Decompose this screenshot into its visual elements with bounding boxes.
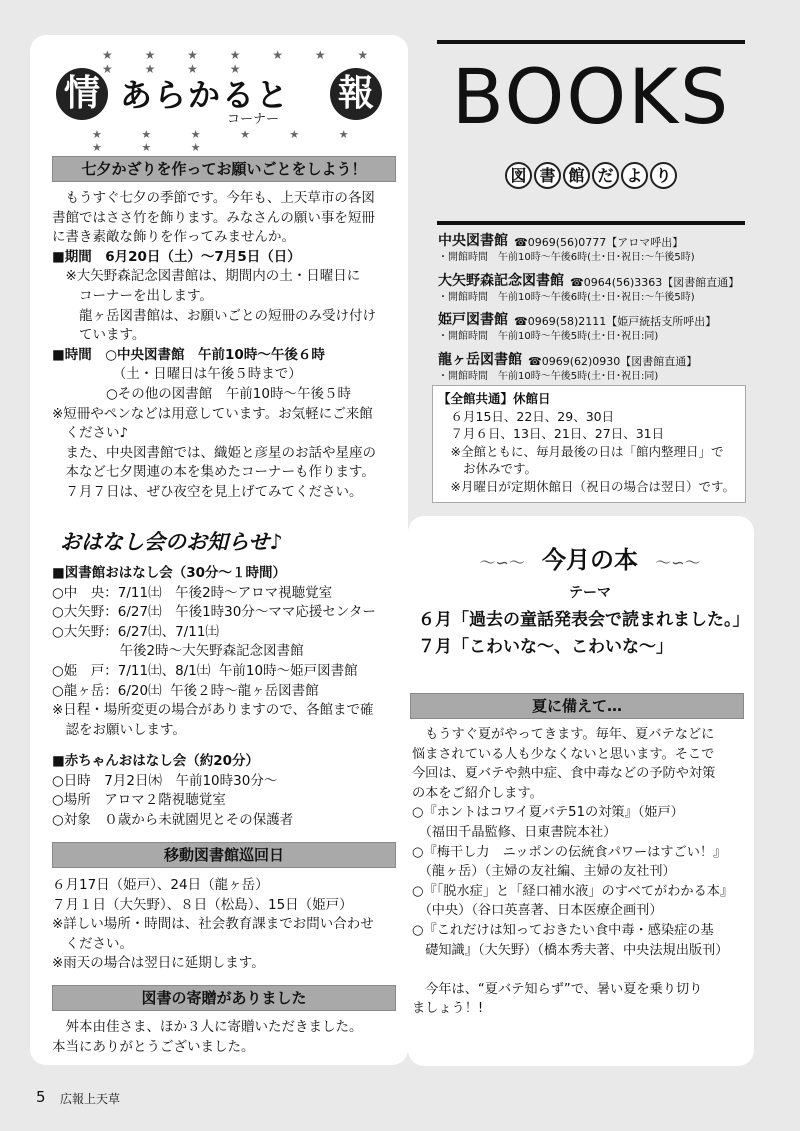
info-title-left: 情 bbox=[56, 68, 108, 120]
text-line: ■時間 ○中央図書館 午前10時～午後６時 bbox=[52, 346, 325, 363]
info-title-sub: コーナー bbox=[227, 112, 280, 127]
text-line: ■図書館おはなし会（30分～１時間） bbox=[52, 565, 287, 581]
text-line: ７月７日は、ぜひ夜空を見上げてみてください。 bbox=[52, 484, 363, 500]
text-line: ※大矢野森記念図書館は、期間内の土・日曜日に bbox=[52, 268, 361, 285]
text-line: ○龍ヶ岳：6/20㈯ 午後２時～龍ヶ岳図書館 bbox=[52, 682, 319, 699]
books-subtitle bbox=[462, 162, 722, 189]
text-line: お休みです。 bbox=[438, 461, 538, 476]
mobile-heading: 移動図書館巡回日 bbox=[52, 842, 396, 868]
text-line: 舛本由佳さま、ほか３人に寄贈いただきました。 bbox=[52, 1019, 363, 1035]
text-line: 悩まされている人も少なくないと思います。そこで bbox=[412, 746, 715, 762]
text-line: 今回は、夏バテや熱中症、食中毒などの予防や対策 bbox=[412, 766, 716, 782]
library-name: 姫戸図書館 bbox=[438, 312, 508, 328]
text-line: ○日時 7月2日㈭ 午前10時30分～ bbox=[52, 772, 278, 789]
ornament-left-icon: 〜∽〜 bbox=[479, 553, 525, 572]
text-line: 書館ではささ竹を飾ります。みなさんの願い事を短冊 bbox=[52, 209, 375, 226]
text-line: ○大矢野：6/27㈯ 午後1時30分～ママ応援センター bbox=[52, 604, 376, 621]
library-name: 龍ヶ岳図書館 bbox=[438, 351, 522, 368]
text-line: もうすぐ七夕の季節です。今年も、上天草市の各図 bbox=[52, 190, 375, 206]
library-hours: ・開館時間 午前10時～午後6時(土･日･祝日:～午後5時) bbox=[438, 291, 695, 303]
text-line: ■期間 6月20日（土）～7月5日（日） bbox=[52, 248, 301, 265]
text-line: ○姫 戸：7/11㈯、8/1㈯ 午前10時～姫戸図書館 bbox=[52, 663, 358, 679]
text-line: （福田千晶監修、日東書院本社） bbox=[412, 825, 617, 840]
library-hours: ・開館時間 午前10時～午後6時(土･日･祝日:～午後5時) bbox=[438, 252, 695, 263]
subtitle-char: り bbox=[650, 162, 677, 189]
library-hours: ・開館時間 午前10時～午後5時(土･日･祝日:同) bbox=[438, 331, 659, 342]
library-tel: ☎0969(62)0930【図書館直通】 bbox=[528, 354, 698, 368]
text-line: ○『梅干し力 ニッポンの伝統食パワーはすごい！』 bbox=[412, 844, 727, 860]
subtitle-char: 館 bbox=[563, 162, 590, 189]
monthly-heading-row bbox=[440, 540, 740, 575]
text-line: ください。 bbox=[52, 935, 133, 952]
text-line: ７月６日、13日、21日、27日、31日 bbox=[438, 426, 665, 441]
library-hours: ・開館時間 午前10時～午後5時(土･日･祝日:同) bbox=[438, 370, 659, 382]
info-title-right: 報 bbox=[330, 68, 382, 120]
text-line: ○『これだけは知っておきたい食中毒・感染症の基 bbox=[412, 923, 714, 938]
text-line: 龍ヶ岳図書館は、お願いごとの短冊のみ受け付け bbox=[52, 307, 376, 324]
monthly-theme-label: テーマ bbox=[569, 585, 611, 601]
tanabata-heading: 七夕かざりを作ってお願いごとをしよう！ bbox=[52, 156, 396, 182]
text-line: ください♪ bbox=[52, 425, 129, 442]
library-name: 大矢野森記念図書館 bbox=[438, 272, 564, 289]
text-line: 午後2時～大矢野森記念図書館 bbox=[52, 643, 304, 660]
text-line: 認をお願いします。 bbox=[52, 721, 186, 738]
text-line: また、中央図書館では、織姫と彦星のお話や星座の bbox=[52, 444, 376, 461]
text-line: ○中 央：7/11㈯ 午後2時～アロマ視聴覚室 bbox=[52, 584, 333, 601]
text-line: の本をご紹介します。 bbox=[412, 785, 543, 801]
star-decoration-bottom: ★ ★ ★ ★ ★ ★ ★ ★ ★ bbox=[92, 128, 367, 154]
text-line: ７月１日（大矢野）、８日（松島）、15日（姫戸） bbox=[52, 896, 353, 913]
info-title-mid: あらかると bbox=[120, 76, 291, 114]
text-line: （龍ヶ岳）（主婦の友社編、主婦の友社刊） bbox=[412, 864, 676, 880]
monthly-heading: 今月の本 bbox=[542, 546, 638, 574]
donation-heading: 図書の寄贈がありました bbox=[52, 985, 396, 1011]
text-line: ■赤ちゃんおはなし会（約20分） bbox=[52, 753, 260, 769]
text-line: ○『ホントはコワイ夏バテ51の対策』（姫戸） bbox=[412, 805, 684, 821]
text-line: ※日程・場所変更の場合がありますので、各館まで確 bbox=[52, 702, 374, 719]
library-tel: ☎0964(56)3363【図書館直通】 bbox=[570, 275, 740, 289]
subtitle-char: 書 bbox=[534, 162, 561, 189]
text-line: 【全館共通】休館日 bbox=[438, 391, 551, 406]
text-line: に書き素敵な飾りを作ってみませんか。 bbox=[52, 229, 295, 246]
text-line: ○場所 アロマ２階視聴覚室 bbox=[52, 792, 226, 809]
text-line: ※全館ともに、毎月最後の日は「館内整理日」で bbox=[438, 443, 724, 459]
page-number: 5 bbox=[36, 1088, 46, 1106]
text-line: ※月曜日が定期休館日（祝日の場合は翌日）です。 bbox=[438, 478, 735, 494]
monthly-june: ６月「過去の童話発表会で読まれました。」 bbox=[418, 610, 750, 630]
text-line: 本など七夕関連の本を集めたコーナーも作ります。 bbox=[52, 464, 375, 481]
monthly-july: ７月「こわいな～、こわいな～」 bbox=[418, 637, 673, 657]
text-line: ○その他の図書館 午前10時～午後５時 bbox=[52, 386, 351, 402]
text-line: ましょう！! bbox=[412, 1001, 484, 1017]
text-line: （土・日曜日は午後５時まで） bbox=[52, 366, 302, 383]
text-line: ６月15日、22日、29、30日 bbox=[438, 408, 615, 424]
library-tel: ☎0969(56)0777【アロマ呼出】 bbox=[514, 236, 684, 249]
publication-name: 広報上天草 bbox=[60, 1092, 121, 1106]
subtitle-char: 図 bbox=[505, 162, 532, 189]
info-title bbox=[52, 48, 392, 154]
subtitle-char: よ bbox=[621, 162, 648, 189]
ornament-right-icon: 〜∽〜 bbox=[655, 553, 701, 572]
text-line: ○大矢野：6/27㈯、7/11㈯ bbox=[52, 623, 219, 640]
text-line: ※短冊やペンなどは用意しています。お気軽にご来館 bbox=[52, 405, 373, 422]
text-line: ○『「脱水症」と「経口補水液」のすべてがわかる本』 bbox=[412, 883, 734, 899]
text-line: ています。 bbox=[52, 327, 146, 344]
subtitle-char: だ bbox=[592, 162, 619, 189]
books-title: BOOKS bbox=[451, 52, 731, 141]
summer-heading: 夏に備えて… bbox=[410, 693, 744, 719]
text-line: 礎知識』（大矢野）（橋本秀夫著、中央法規出版刊） bbox=[412, 942, 729, 958]
library-name: 中央図書館 bbox=[438, 233, 508, 249]
text-line: 今年は、“夏バテ知らず”で、暑い夏を乗り切り bbox=[412, 981, 703, 997]
library-tel: ☎0969(58)2111【姫戸統括支所呼出】 bbox=[514, 315, 717, 328]
star-decoration: ★ ★ ★ ★ ★ ★ ★ ★ ★ ★ ★ bbox=[102, 48, 383, 76]
text-line: コーナーを出します。 bbox=[52, 288, 213, 304]
text-line: （中央）（谷口英喜著、日本医療企画刊） bbox=[412, 903, 663, 919]
text-line: ○対象 ０歳から未就園児とその保護者 bbox=[52, 811, 294, 828]
text-line: もうすぐ夏がやってきます。毎年、夏バテなどに bbox=[412, 727, 715, 742]
text-line: ※雨天の場合は翌日に延期します。 bbox=[52, 955, 265, 972]
text-line: ※詳しい場所・時間は、社会教育課までお問い合わせ bbox=[52, 916, 374, 933]
text-line: ６月17日（姫戸）、24日（龍ヶ岳） bbox=[52, 877, 269, 893]
ohanashi-heading: おはなし会のお知らせ♪ bbox=[60, 530, 283, 554]
text-line: 本当にありがとうございました。 bbox=[52, 1038, 255, 1055]
